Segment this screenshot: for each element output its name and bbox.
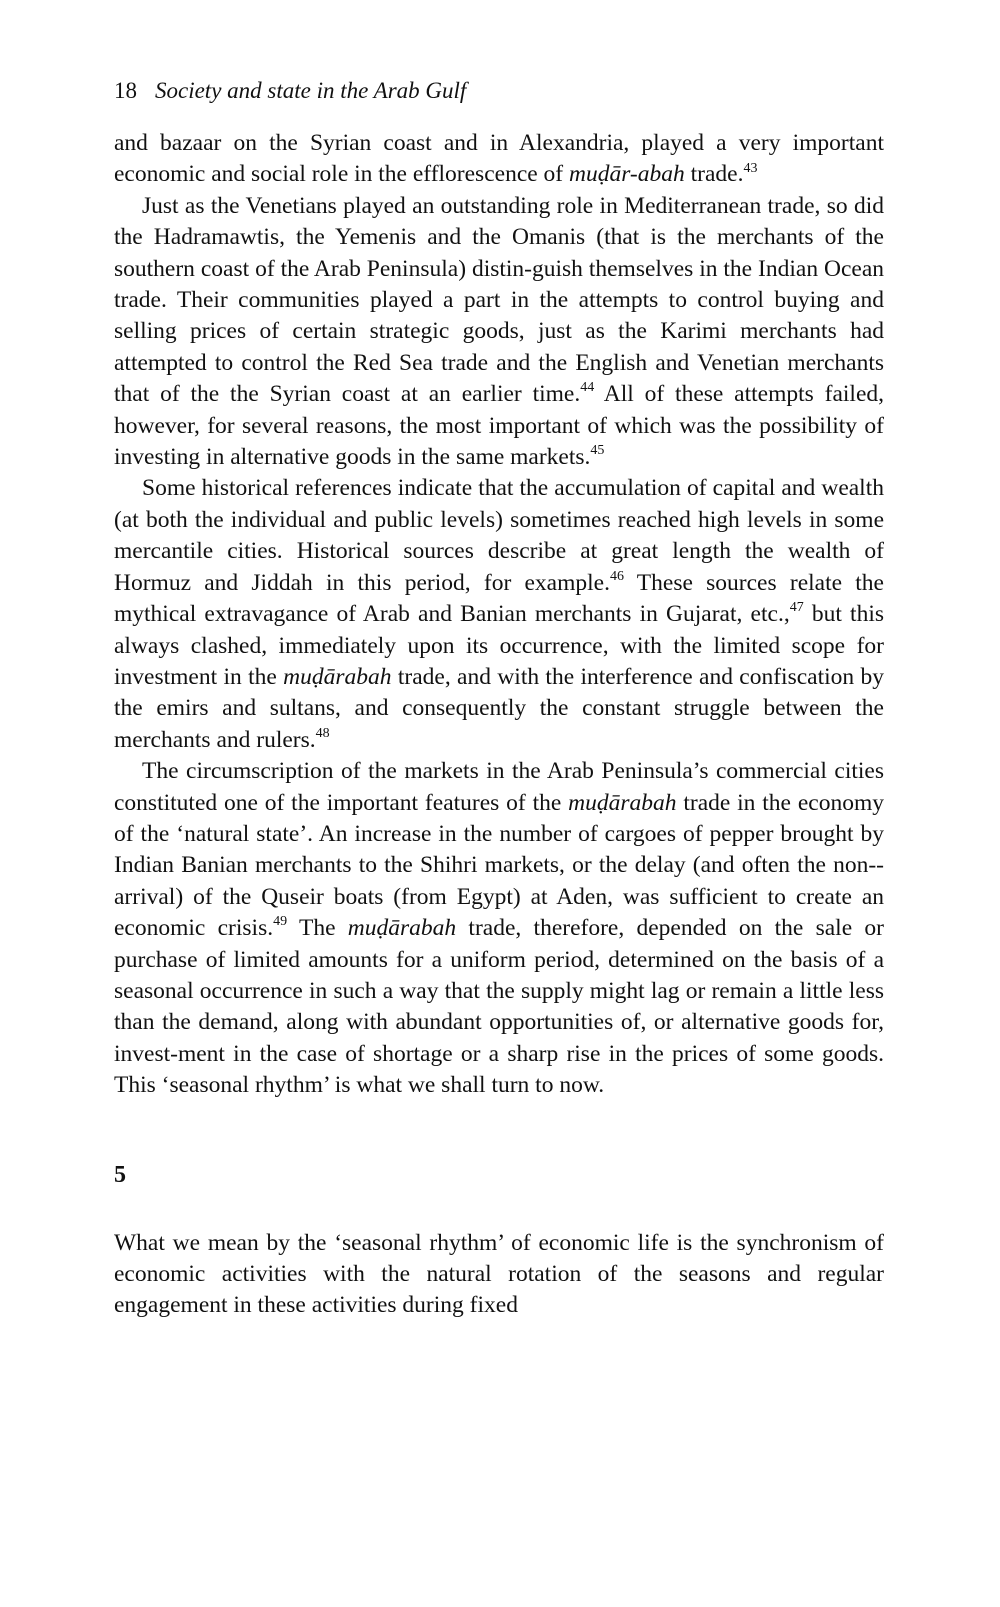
running-header <box>114 76 884 106</box>
text-run: trade in the economy of the ‘natural state’. An increase in the number of cargoes of pepper brought by Indian Banian merchants to the Shihri markets, or the delay (and often the non-arrival) of the Quseir boats (from Egypt) at Aden, was sufficient to create an economic crisis. <box>114 789 884 942</box>
italic-term: muḍār-abah <box>569 161 685 188</box>
footnote-ref: 45 <box>590 443 605 459</box>
text-run: These sources relate the mythical extravagance of Arab and Banian merchants in Gujarat, etc., <box>114 569 884 628</box>
running-title: Society and state in the Arab Gulf <box>155 78 467 103</box>
paragraph-1 <box>114 128 884 191</box>
section-body <box>114 1228 884 1322</box>
paragraph-2 <box>114 191 884 474</box>
text-run: Some historical references indicate that the accumulation of capital and wealth (at both the individual and public levels) sometimes reached high levels in some mercantile cities. Historical sources describe at great length the wealth of Hormuz and Jiddah in this period, for example. <box>114 475 884 596</box>
footnote-ref: 49 <box>273 914 288 930</box>
text-run: trade, therefore, depended on the sale or purchase of limited amounts for a uniform period, determined on the basis of a seasonal occurrence in such a way that the supply might lag or remain a little less than the demand, along with abundant opportunities of, or alternative goods for, invest-ment in the case of shortage or a sharp rise in the prices of some goods. This ‘seasonal rhythm’ is what we shall turn to now. <box>114 915 884 1099</box>
footnote-ref: 46 <box>609 568 624 584</box>
footnote-ref: 43 <box>743 160 758 176</box>
text-run: The circumscription of the markets in the Arab Peninsula’s commercial cities constituted one of the important features of the <box>114 758 884 816</box>
section-paragraph-1 <box>114 1228 884 1322</box>
italic-term: muḍārabah <box>283 663 392 690</box>
text-run: Just as the Venetians played an outstanding role in Mediterranean trade, so did the Hadramawtis, the Yemenis and the Omanis (that is the merchants of the southern coast of the Arab Peninsula) distin-guish themselves in the Indian Ocean trade. Their communities played a part in the attempts to control buying and selling prices of certain strategic goods, just as the Karimi merchants had attempted to control the Red Sea trade and the English and Venetian merchants that of the the Syrian coast at an earlier time. <box>114 192 884 408</box>
text-run: What we mean by the ‘seasonal rhythm’ of economic life is the synchronism of economic activities with the natural rotation of the seasons and regular engagement in these activities during fixed <box>114 1229 884 1319</box>
footnote-ref: 48 <box>315 725 330 741</box>
body-text <box>114 128 884 1102</box>
italic-term: muḍārabah <box>568 789 677 816</box>
paragraph-4 <box>114 756 884 1101</box>
section-number: 5 <box>114 1161 126 1188</box>
page-number: 18 <box>114 78 137 103</box>
text-run: trade. <box>684 161 744 188</box>
text-run: All of these attempts failed, however, for several reasons, the most important of which was the possibility of investing in alternative goods in the same markets. <box>114 381 885 471</box>
text-run: but this always clashed, immediately upon its occurrence, with the limited scope for investment in the <box>114 601 885 690</box>
paragraph-3 <box>114 473 884 756</box>
italic-term: muḍārabah <box>347 915 457 942</box>
text-run: trade, and with the interference and confiscation by the emirs and sultans, and consequently the constant struggle between the merchants and rulers. <box>114 663 884 753</box>
footnote-ref: 44 <box>580 380 595 396</box>
book-page <box>114 76 884 1322</box>
text-run: The <box>287 915 348 942</box>
text-run: and bazaar on the Syrian coast and in Alexandria, played a very important economic and social role in the efflorescence of <box>114 130 884 188</box>
footnote-ref: 47 <box>789 600 804 616</box>
